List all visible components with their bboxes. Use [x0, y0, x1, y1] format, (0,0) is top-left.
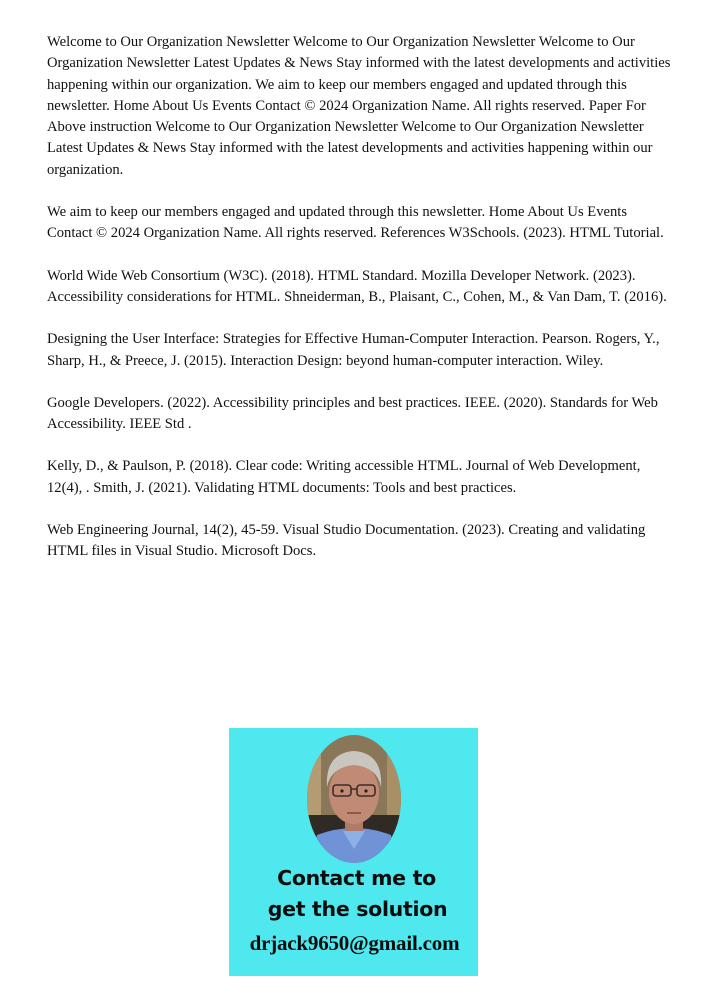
contact-email-link[interactable]: drjack9650@gmail.com: [249, 931, 460, 955]
contact-promo-banner[interactable]: [229, 728, 478, 976]
paragraph-reference: Google Developers. (2022). Accessibility principles and best practices. IEEE. (2020). Standards for Web Accessibility. IEEE Std .: [47, 394, 658, 433]
paragraph-reference: World Wide Web Consortium (W3C). (2018). HTML Standard. Mozilla Developer Network. (2023). Accessibility considerations for HTML. Shneiderman, B., Plaisant, C., Cohen, M., & Van Dam, T. (2016).: [47, 267, 667, 305]
promo-heading-line2: get the solution: [267, 897, 448, 921]
paragraph-intro: Welcome to Our Organization Newsletter Welcome to Our Organization Newsletter Welcome to Our Organization Newsletter Latest Updates & News Stay informed with the latest developments and activities happening within our organization. We aim to keep our members engaged and updated through this newsletter. Home About Us Events Contact © 2024 Organization Name. All rights reserved. Paper For Above instruction Welcome to Our Organization Newsletter Welcome to Our Organization Newsletter Latest Updates & News Stay informed with the latest developments and activities happening within our organization.: [47, 34, 671, 178]
promo-heading-line1: Contact me to: [277, 866, 436, 890]
paragraph-reference: Kelly, D., & Paulson, P. (2018). Clear code: Writing accessible HTML. Journal of Web Development, 12(4), . Smith, J. (2021). Validating HTML documents: Tools and best practices.: [47, 458, 641, 496]
document-body: [47, 32, 671, 584]
paragraph-reference: Web Engineering Journal, 14(2), 45-59. Visual Studio Documentation. (2023). Creating and validating HTML files in Visual Studio. Microsoft Docs.: [47, 522, 646, 560]
person-portrait-icon: [307, 735, 401, 863]
paragraph-references-start: We aim to keep our members engaged and updated through this newsletter. Home About Us Events Contact © 2024 Organization Name. All rights reserved. References W3Schools. (2023). HTML Tutorial.: [47, 204, 664, 242]
paragraph-reference: Designing the User Interface: Strategies for Effective Human-Computer Interaction. Pearson. Rogers, Y., Sharp, H., & Preece, J. (2015). Interaction Design: beyond human-computer interaction. Wiley.: [47, 331, 660, 369]
